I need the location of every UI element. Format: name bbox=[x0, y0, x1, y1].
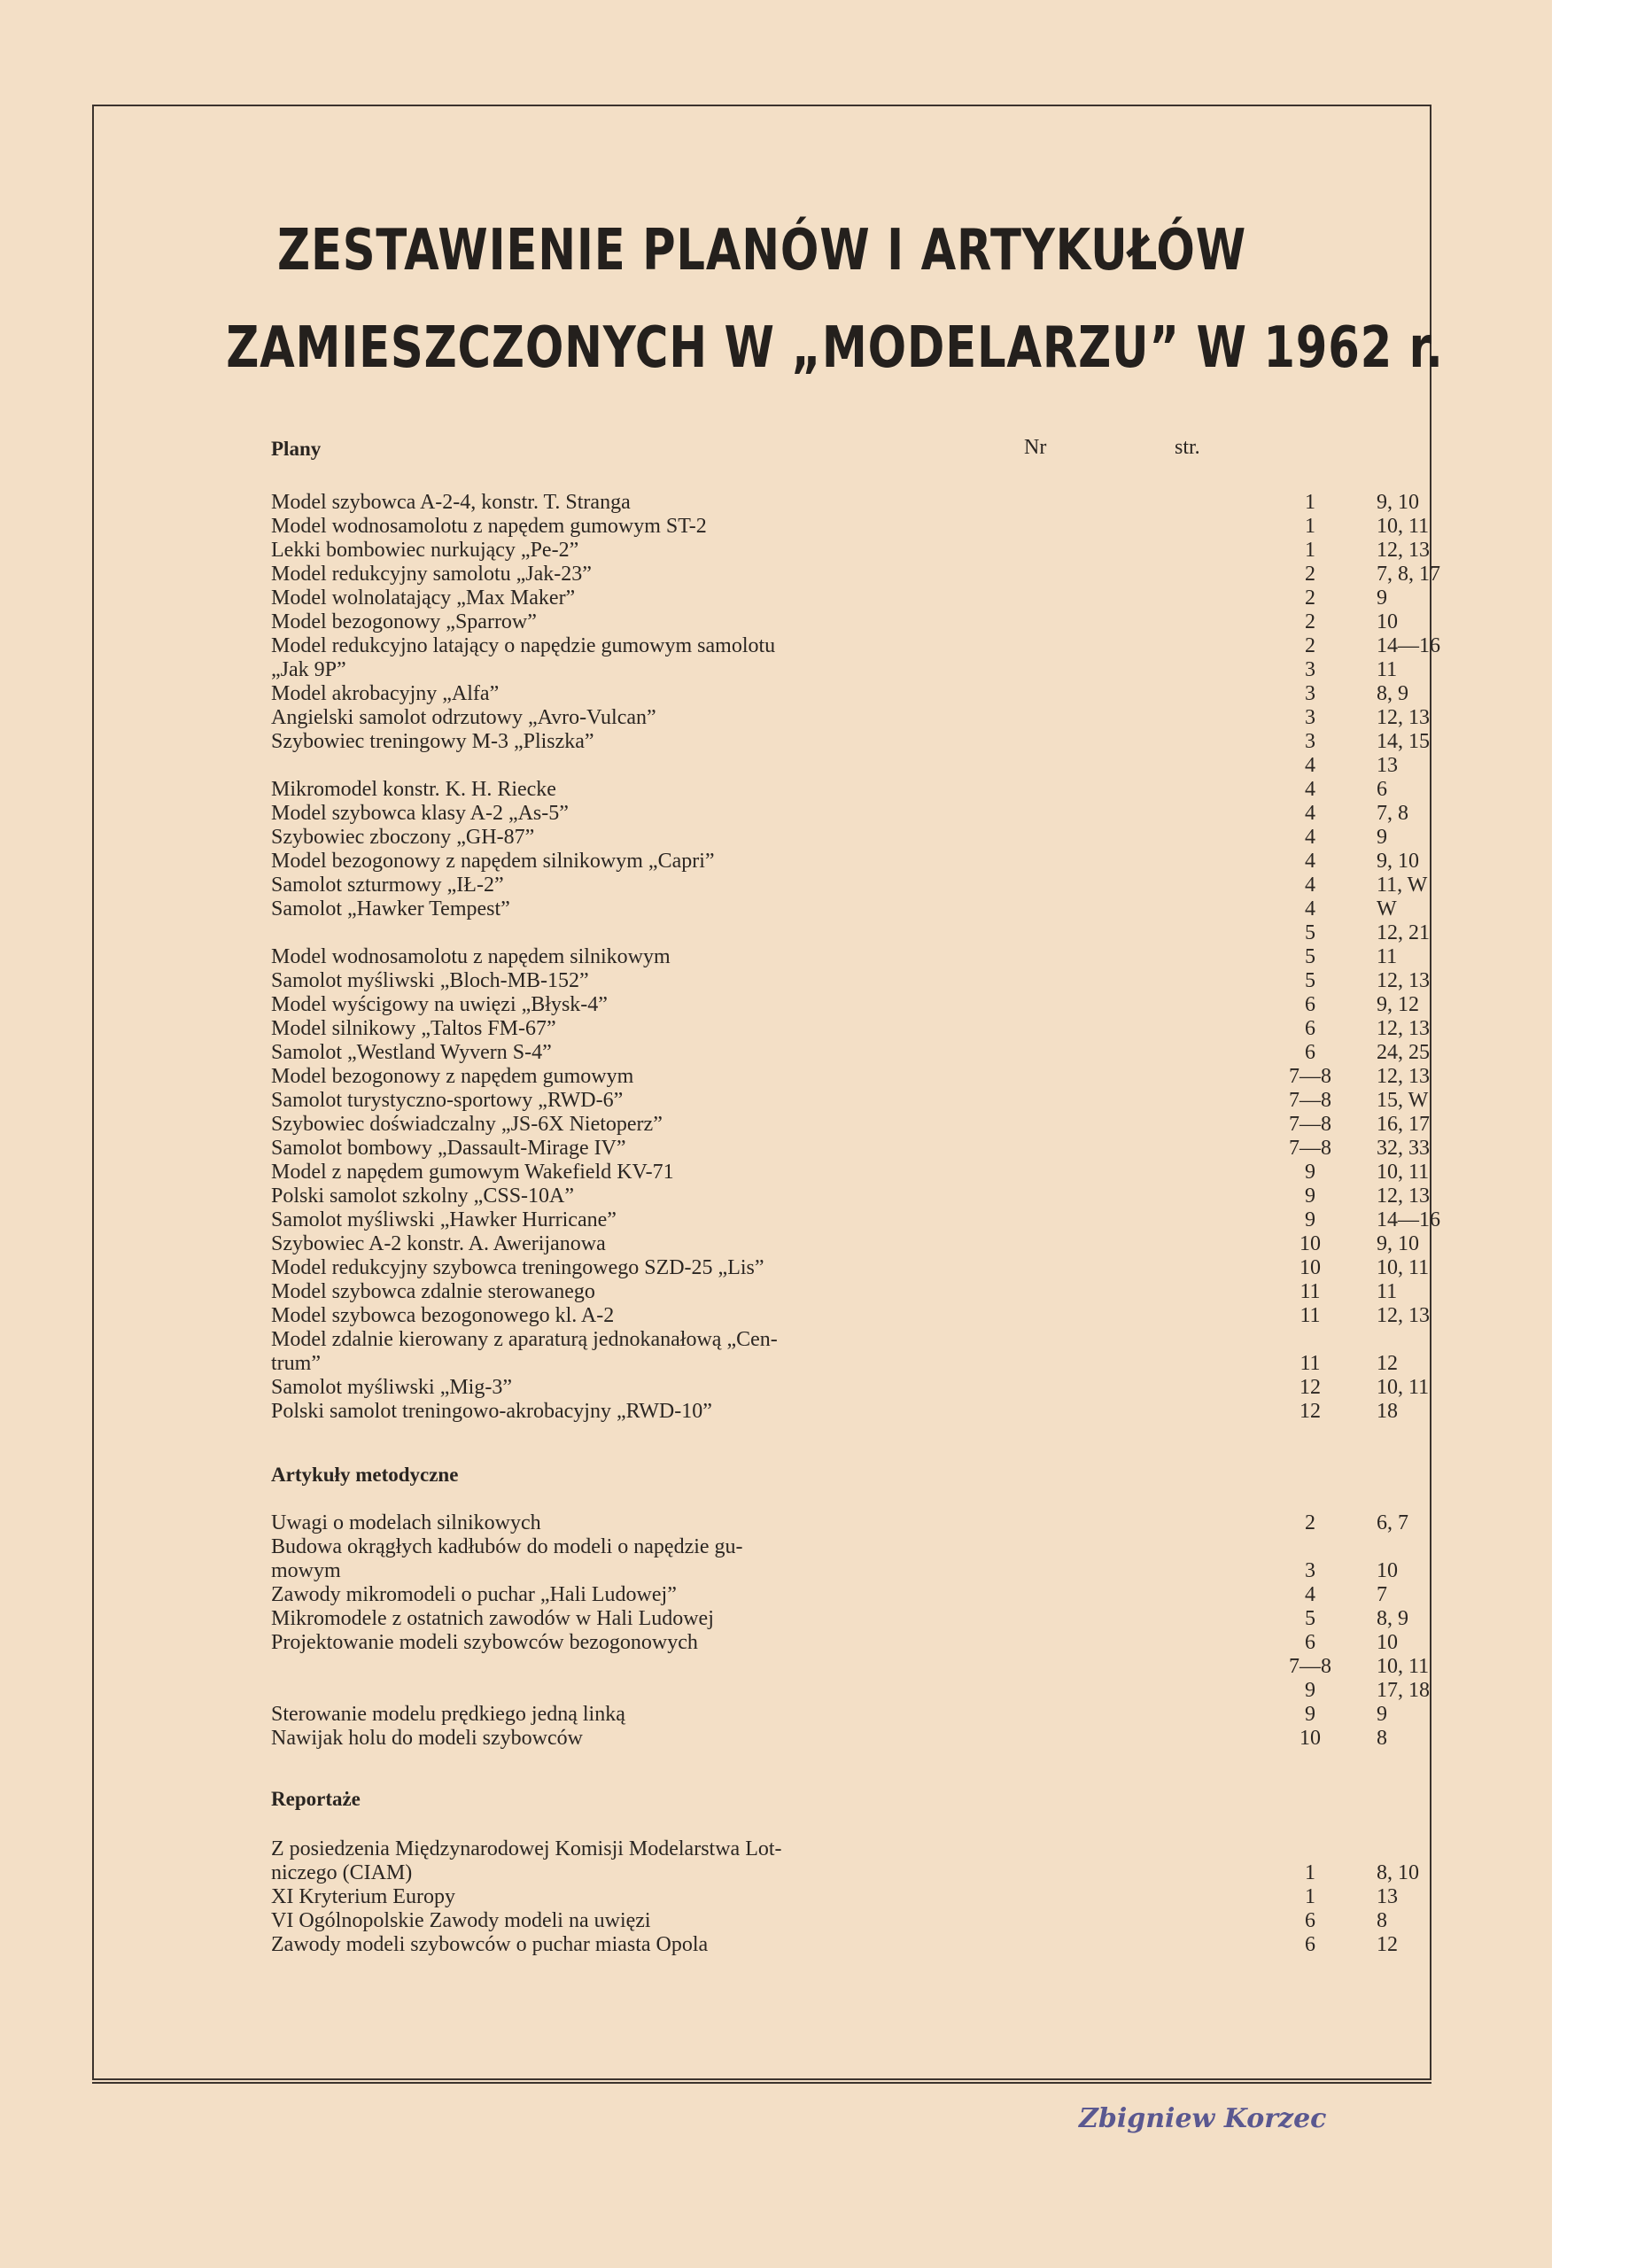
list-item bbox=[271, 1304, 1430, 1328]
list-item bbox=[271, 1679, 1430, 1703]
entry-pages: 10, 11 bbox=[1377, 1655, 1430, 1678]
entry-pages: 14, 15 bbox=[1377, 730, 1430, 753]
list-item bbox=[271, 682, 1408, 706]
entry-issue-number: 4 bbox=[1305, 754, 1315, 777]
entry-issue-number: 5 bbox=[1305, 969, 1315, 992]
page-title bbox=[226, 202, 1444, 397]
entry-title: Model z napędem gumowym Wakefield KV-71 bbox=[271, 1161, 674, 1184]
entry-pages: 9, 12 bbox=[1377, 993, 1419, 1016]
list-item bbox=[271, 1583, 1387, 1607]
entry-issue-number: 9 bbox=[1305, 1161, 1315, 1184]
list-item bbox=[271, 921, 1430, 945]
list-item bbox=[271, 1256, 1430, 1280]
entry-title: Sterowanie modelu prędkiego jedną linką bbox=[271, 1703, 625, 1726]
section-heading-reportaze: Reportaże bbox=[271, 1788, 361, 1810]
entry-title: Model bezogonowy „Sparrow” bbox=[271, 610, 537, 633]
entry-issue-number: 4 bbox=[1305, 874, 1315, 897]
entry-pages: 10, 11 bbox=[1377, 1256, 1430, 1279]
entry-issue-number: 1 bbox=[1305, 1861, 1315, 1884]
section-heading-plany: Plany bbox=[271, 438, 322, 460]
entry-issue-number: 1 bbox=[1305, 491, 1315, 514]
entry-issue-number: 4 bbox=[1305, 778, 1315, 801]
entry-issue-number: 11 bbox=[1300, 1352, 1321, 1375]
entry-pages: 9 bbox=[1377, 826, 1387, 849]
entry-issue-number: 4 bbox=[1305, 1583, 1315, 1606]
entry-issue-number: 3 bbox=[1305, 682, 1315, 705]
entry-pages: 9, 10 bbox=[1377, 850, 1419, 873]
list-item bbox=[271, 1607, 1408, 1631]
list-item bbox=[271, 1161, 1430, 1184]
entry-title: Model redukcyjny szybowca treningowego SZD-25 „Lis” bbox=[271, 1256, 764, 1279]
entry-title: Samolot „Westland Wyvern S-4” bbox=[271, 1041, 552, 1064]
entry-pages: 13 bbox=[1377, 754, 1398, 777]
entry-title: Samolot bombowy „Dassault-Mirage IV” bbox=[271, 1137, 626, 1160]
list-item bbox=[271, 1559, 1398, 1583]
column-header-str: str. bbox=[1175, 436, 1200, 459]
list-item bbox=[271, 1232, 1419, 1256]
entry-pages: 12, 13 bbox=[1377, 1184, 1430, 1208]
entry-issue-number: 3 bbox=[1305, 1559, 1315, 1582]
title-line-2: ZAMIESZCZONYCH W „MODELARZU” W 1962 r. bbox=[226, 315, 1444, 381]
entry-issue-number: 10 bbox=[1300, 1232, 1321, 1255]
list-item bbox=[271, 993, 1419, 1017]
entry-pages: 14—16 bbox=[1377, 634, 1440, 657]
entry-pages: 13 bbox=[1377, 1885, 1398, 1908]
entry-pages: 11 bbox=[1377, 1280, 1398, 1303]
list-item bbox=[271, 1703, 1387, 1727]
entry-title: Projektowanie modeli szybowców bezogonowych bbox=[271, 1631, 698, 1654]
list-item bbox=[271, 515, 1430, 539]
entry-title: Samolot szturmowy „IŁ-2” bbox=[271, 874, 504, 897]
entry-pages: 10, 11 bbox=[1377, 515, 1430, 538]
entry-title: Zawody modeli szybowców o puchar miasta Opola bbox=[271, 1933, 709, 1956]
entry-issue-number: 5 bbox=[1305, 1607, 1315, 1630]
entry-issue-number: 5 bbox=[1305, 945, 1315, 968]
entry-title: VI Ogólnopolskie Zawody modeli na uwięzi bbox=[271, 1909, 651, 1932]
entry-pages: 16, 17 bbox=[1377, 1113, 1430, 1136]
entry-title: Mikromodel konstr. K. H. Riecke bbox=[271, 778, 556, 801]
entry-issue-number: 6 bbox=[1305, 1933, 1315, 1956]
entry-pages: 8 bbox=[1377, 1909, 1387, 1932]
list-item bbox=[271, 754, 1398, 778]
entry-title: Szybowiec doświadczalny „JS-6X Nietoperz” bbox=[271, 1113, 663, 1136]
entry-issue-number: 4 bbox=[1305, 826, 1315, 849]
entry-issue-number: 6 bbox=[1305, 1909, 1315, 1932]
entry-title: Model akrobacyjny „Alfa” bbox=[271, 682, 500, 705]
list-item bbox=[271, 586, 1387, 610]
entry-title: Samolot „Hawker Tempest” bbox=[271, 897, 510, 920]
entry-title: Mikromodele z ostatnich zawodów w Hali Ludowej bbox=[271, 1607, 714, 1630]
entry-pages: 9, 10 bbox=[1377, 491, 1419, 514]
entry-issue-number: 3 bbox=[1305, 730, 1315, 753]
handwritten-signature: Zbigniew Korzec bbox=[1079, 2103, 1327, 2134]
entry-pages: 7, 8 bbox=[1377, 802, 1408, 825]
list-item bbox=[271, 778, 1387, 802]
entry-issue-number: 10 bbox=[1300, 1256, 1321, 1279]
entry-issue-number: 2 bbox=[1305, 586, 1315, 610]
list-item bbox=[271, 1017, 1430, 1041]
entry-title: Szybowiec treningowy M-3 „Pliszka” bbox=[271, 730, 594, 753]
entry-title: Samolot myśliwski „Bloch-MB-152” bbox=[271, 969, 589, 992]
plany-list bbox=[271, 491, 1440, 1424]
entry-title: Model redukcyjny samolotu „Jak-23” bbox=[271, 563, 592, 586]
entry-issue-number: 10 bbox=[1300, 1727, 1321, 1750]
entry-pages: 10 bbox=[1377, 610, 1398, 633]
entry-issue-number: 2 bbox=[1305, 634, 1315, 657]
entry-pages: 8, 9 bbox=[1377, 1607, 1408, 1630]
entry-title: Model zdalnie kierowany z aparaturą jednokanałową „Cen- bbox=[271, 1328, 778, 1351]
list-item bbox=[271, 491, 1419, 515]
entry-pages: 6 bbox=[1377, 778, 1387, 801]
entry-pages: 10, 11 bbox=[1377, 1376, 1430, 1399]
entry-issue-number: 6 bbox=[1305, 1631, 1315, 1654]
entry-issue-number: 9 bbox=[1305, 1208, 1315, 1231]
list-item bbox=[271, 1184, 1430, 1208]
list-item bbox=[271, 1933, 1398, 1957]
list-item bbox=[271, 1089, 1429, 1113]
entry-title: „Jak 9P” bbox=[271, 658, 346, 681]
list-item bbox=[271, 1885, 1398, 1909]
list-item bbox=[271, 826, 1387, 850]
list-item bbox=[271, 1727, 1387, 1751]
entry-title: Polski samolot treningowo-akrobacyjny „RWD-10” bbox=[271, 1400, 712, 1423]
entry-pages: 12, 13 bbox=[1377, 969, 1430, 992]
entry-title: Szybowiec A-2 konstr. A. Awerijanowa bbox=[271, 1232, 606, 1255]
entry-title: niczego (CIAM) bbox=[271, 1861, 413, 1884]
entry-issue-number: 12 bbox=[1300, 1400, 1321, 1423]
entry-pages: 6, 7 bbox=[1377, 1511, 1408, 1534]
list-item bbox=[271, 1400, 1398, 1424]
entry-pages: 14—16 bbox=[1377, 1208, 1440, 1231]
entry-issue-number: 4 bbox=[1305, 850, 1315, 873]
entry-title: Samolot turystyczno-sportowy „RWD-6” bbox=[271, 1089, 624, 1112]
bottom-rule bbox=[92, 2082, 1431, 2084]
entry-title: Z posiedzenia Międzynarodowej Komisji Modelarstwa Lot- bbox=[271, 1837, 782, 1860]
list-item bbox=[271, 802, 1408, 826]
entry-title: mowym bbox=[271, 1559, 341, 1582]
entry-pages: 7, 8, 17 bbox=[1377, 563, 1440, 586]
entry-title: Model wolnolatający „Max Maker” bbox=[271, 586, 576, 610]
entry-title: Samolot myśliwski „Hawker Hurricane” bbox=[271, 1208, 617, 1231]
entry-issue-number: 7—8 bbox=[1289, 1089, 1331, 1112]
entry-pages: 10, 11 bbox=[1377, 1161, 1430, 1184]
entry-title: Szybowiec zboczony „GH-87” bbox=[271, 826, 535, 849]
entry-issue-number: 9 bbox=[1305, 1703, 1315, 1726]
entry-issue-number: 1 bbox=[1305, 1885, 1315, 1908]
entry-pages: 15, W bbox=[1377, 1089, 1429, 1112]
entry-title: Model wodnosamolotu z napędem silnikowym bbox=[271, 945, 671, 968]
entry-issue-number: 9 bbox=[1305, 1679, 1315, 1702]
list-item bbox=[271, 1511, 1408, 1535]
entry-title: Model szybowca klasy A-2 „As-5” bbox=[271, 802, 569, 825]
list-item bbox=[271, 1376, 1430, 1400]
list-item bbox=[271, 658, 1398, 682]
list-item bbox=[271, 1837, 1245, 1861]
entry-title: Angielski samolot odrzutowy „Avro-Vulcan” bbox=[271, 706, 656, 729]
entry-pages: 12, 13 bbox=[1377, 1017, 1430, 1040]
entry-issue-number: 9 bbox=[1305, 1184, 1315, 1208]
entry-pages: 12 bbox=[1377, 1352, 1398, 1375]
entry-title: Model redukcyjno latający o napędzie gumowym samolotu bbox=[271, 634, 776, 657]
entry-pages: 9 bbox=[1377, 1703, 1387, 1726]
entry-pages: 24, 25 bbox=[1377, 1041, 1430, 1064]
list-item bbox=[271, 610, 1398, 634]
artykuly-list bbox=[271, 1511, 1430, 1751]
column-header-nr: Nr bbox=[1024, 436, 1047, 459]
title-line-1: ZESTAWIENIE PLANÓW I ARTYKUŁÓW bbox=[277, 218, 1246, 284]
entry-pages: 10 bbox=[1377, 1559, 1398, 1582]
list-item bbox=[271, 1208, 1440, 1232]
entry-pages: 12, 13 bbox=[1377, 1304, 1430, 1327]
entry-pages: 7 bbox=[1377, 1583, 1387, 1606]
entry-issue-number: 11 bbox=[1300, 1304, 1321, 1327]
entry-title: Lekki bombowiec nurkujący „Pe-2” bbox=[271, 539, 579, 562]
entry-issue-number: 1 bbox=[1305, 539, 1315, 562]
list-item bbox=[271, 1137, 1430, 1161]
entry-pages: 12, 13 bbox=[1377, 1065, 1430, 1088]
page-edge bbox=[1552, 0, 1637, 2268]
entry-issue-number: 2 bbox=[1305, 563, 1315, 586]
entry-title: Model szybowca zdalnie sterowanego bbox=[271, 1280, 595, 1303]
list-item bbox=[271, 850, 1419, 874]
list-item bbox=[271, 897, 1397, 921]
entry-issue-number: 6 bbox=[1305, 1041, 1315, 1064]
list-item bbox=[271, 539, 1430, 563]
entry-title: XI Kryterium Europy bbox=[271, 1885, 455, 1908]
entry-pages: 12, 13 bbox=[1377, 539, 1430, 562]
entry-title: Uwagi o modelach silnikowych bbox=[271, 1511, 541, 1534]
reportaze-list bbox=[271, 1837, 1419, 1957]
section-heading-artykuly: Artykuły metodyczne bbox=[271, 1464, 459, 1486]
entry-title: trum” bbox=[271, 1352, 321, 1375]
entry-issue-number: 6 bbox=[1305, 993, 1315, 1016]
entry-title: Model silnikowy „Taltos FM-67” bbox=[271, 1017, 556, 1040]
entry-pages: 9 bbox=[1377, 586, 1387, 610]
entry-pages: 32, 33 bbox=[1377, 1137, 1430, 1160]
entry-issue-number: 3 bbox=[1305, 658, 1315, 681]
list-item bbox=[271, 874, 1428, 897]
entry-pages: 8, 10 bbox=[1377, 1861, 1419, 1884]
list-item bbox=[271, 634, 1440, 658]
entry-issue-number: 2 bbox=[1305, 1511, 1315, 1534]
list-item bbox=[271, 1065, 1430, 1089]
entry-issue-number: 5 bbox=[1305, 921, 1315, 944]
entry-title: Model szybowca bezogonowego kl. A-2 bbox=[271, 1304, 615, 1327]
list-item bbox=[271, 969, 1430, 993]
entry-issue-number: 7—8 bbox=[1289, 1137, 1331, 1160]
list-item bbox=[271, 1113, 1430, 1137]
list-item bbox=[271, 1861, 1419, 1885]
entry-pages: 8 bbox=[1377, 1727, 1387, 1750]
list-item bbox=[271, 730, 1430, 754]
entry-pages: W bbox=[1377, 897, 1397, 920]
entry-issue-number: 3 bbox=[1305, 706, 1315, 729]
entry-title: Model wodnosamolotu z napędem gumowym ST-2 bbox=[271, 515, 707, 538]
list-item bbox=[271, 1280, 1398, 1304]
list-item bbox=[271, 1352, 1398, 1376]
list-item bbox=[271, 1328, 1245, 1352]
entry-issue-number: 4 bbox=[1305, 897, 1315, 920]
list-item bbox=[271, 1909, 1387, 1933]
list-item bbox=[271, 1631, 1398, 1655]
entry-issue-number: 11 bbox=[1300, 1280, 1321, 1303]
entry-title: Model szybowca A-2-4, konstr. T. Stranga bbox=[271, 491, 631, 514]
list-item bbox=[271, 1041, 1430, 1065]
entry-title: Samolot myśliwski „Mig-3” bbox=[271, 1376, 512, 1399]
entry-title: Model wyścigowy na uwięzi „Błysk-4” bbox=[271, 993, 608, 1016]
entry-pages: 11 bbox=[1377, 945, 1398, 968]
entry-issue-number: 2 bbox=[1305, 610, 1315, 633]
list-item bbox=[271, 1655, 1430, 1679]
entry-pages: 17, 18 bbox=[1377, 1679, 1430, 1702]
entry-issue-number: 7—8 bbox=[1289, 1065, 1331, 1088]
entry-title: Model bezogonowy z napędem silnikowym „Capri” bbox=[271, 850, 715, 873]
entry-pages: 12, 21 bbox=[1377, 921, 1430, 944]
entry-pages: 8, 9 bbox=[1377, 682, 1408, 705]
entry-issue-number: 7—8 bbox=[1289, 1113, 1331, 1136]
list-item bbox=[271, 945, 1398, 969]
entry-title: Polski samolot szkolny „CSS-10A” bbox=[271, 1184, 575, 1208]
entry-pages: 11 bbox=[1377, 658, 1398, 681]
list-item bbox=[271, 1535, 1245, 1559]
entry-title: Zawody mikromodeli o puchar „Hali Ludowej” bbox=[271, 1583, 677, 1606]
entry-title: Budowa okrągłych kadłubów do modeli o napędzie gu- bbox=[271, 1535, 743, 1558]
entry-pages: 12, 13 bbox=[1377, 706, 1430, 729]
entry-pages: 11, W bbox=[1377, 874, 1428, 897]
entry-issue-number: 4 bbox=[1305, 802, 1315, 825]
entry-pages: 9, 10 bbox=[1377, 1232, 1419, 1255]
list-item bbox=[271, 563, 1440, 586]
entry-title: Nawijak holu do modeli szybowców bbox=[271, 1727, 583, 1750]
list-item bbox=[271, 706, 1430, 730]
entry-issue-number: 12 bbox=[1300, 1376, 1321, 1399]
entry-issue-number: 6 bbox=[1305, 1017, 1315, 1040]
entry-issue-number: 1 bbox=[1305, 515, 1315, 538]
entry-title: Model bezogonowy z napędem gumowym bbox=[271, 1065, 634, 1088]
entry-issue-number: 7—8 bbox=[1289, 1655, 1331, 1678]
entry-pages: 12 bbox=[1377, 1933, 1398, 1956]
entry-pages: 10 bbox=[1377, 1631, 1398, 1654]
entry-pages: 18 bbox=[1377, 1400, 1398, 1423]
